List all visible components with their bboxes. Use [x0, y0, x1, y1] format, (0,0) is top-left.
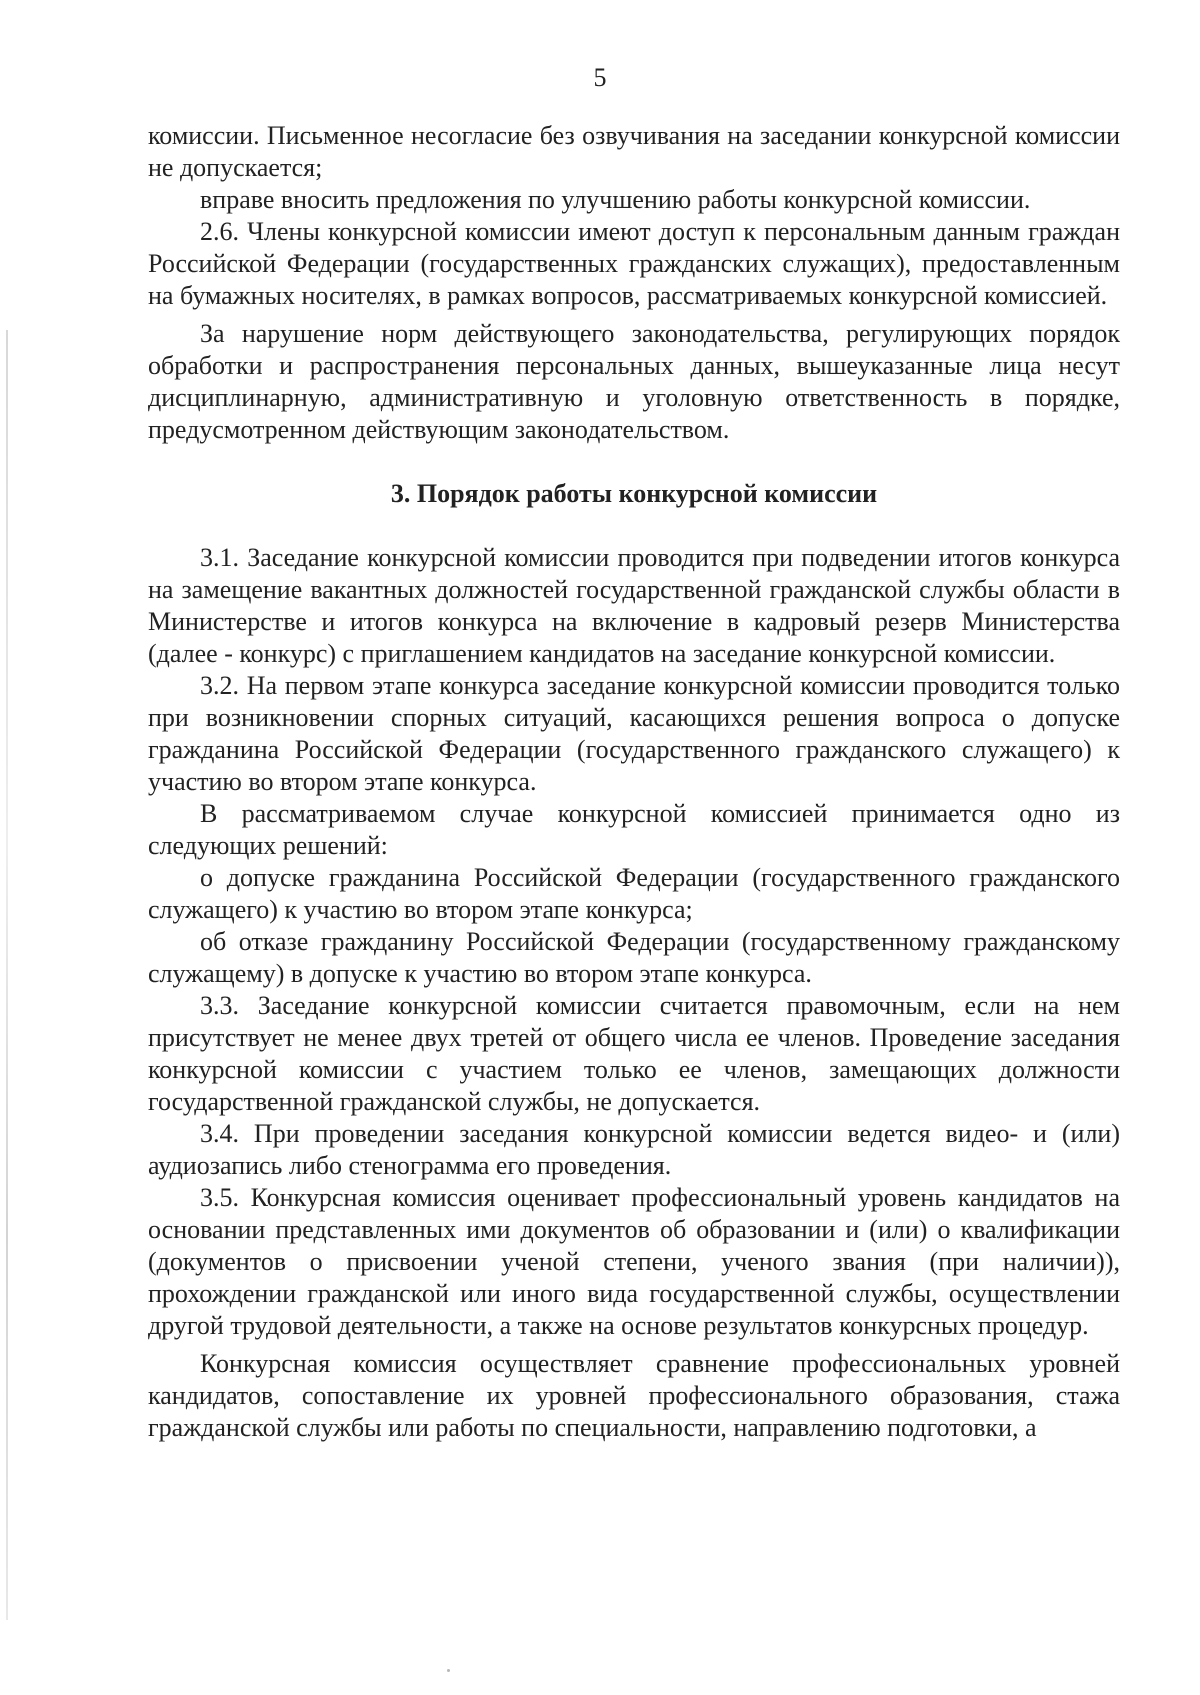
paragraph-decision-refuse: об отказе гражданину Российской Федерации (государственному гражданскому служащему) в допуске к участию во втором этапе конкурса. [148, 927, 1120, 988]
scan-speck [447, 1669, 450, 1672]
paragraph-3-1: 3.1. Заседание конкурсной комиссии проводится при подведении итогов конкурса на замещение вакантных должностей государственной гражданской службы области в Министерстве и итогов конкурса на включение в кадровый резерв Министерства (далее - конкурс) с приглашением кандидатов на заседание конкурсной комиссии. [148, 543, 1120, 668]
paragraph-3-4: 3.4. При проведении заседания конкурсной комиссии ведется видео- и (или) аудиозапись либо стенограмма его проведения. [148, 1119, 1120, 1180]
page-number: 5 [593, 63, 607, 92]
paragraph-comparison: Конкурсная комиссия осуществляет сравнение профессиональных уровней кандидатов, сопоставление их уровней профессионального образования, стажа гражданской службы или работы по специальности, направлению подготовки, а [148, 1349, 1120, 1442]
paragraph-decision-admit: о допуске гражданина Российской Федерации (государственного гражданского служащего) к участию во втором этапе конкурса; [148, 863, 1120, 924]
paragraph-liability: За нарушение норм действующего законодательства, регулирующих порядок обработки и распространения персональных данных, вышеуказанные лица несут дисциплинарную, административную и уголовную ответственность в порядке, предусмотренном действующим законодательством. [148, 319, 1120, 444]
paragraph-2-6: 2.6. Члены конкурсной комиссии имеют доступ к персональным данным граждан Российской Федерации (государственных гражданских служащих), предоставленным на бумажных носителях, в рамках вопросов, рассматриваемых конкурсной комиссией. [148, 217, 1120, 310]
paragraph-3-2: 3.2. На первом этапе конкурса заседание конкурсной комиссии проводится только при возникновении спорных ситуаций, касающихся решения вопроса о допуске гражданина Российской Федерации (государственного гражданского служащего) к участию во втором этапе конкурса. [148, 671, 1120, 796]
paragraph-continuation: комиссии. Письменное несогласие без озвучивания на заседании конкурсной комиссии не допускается; [148, 121, 1120, 182]
paragraph-3-3: 3.3. Заседание конкурсной комиссии считается правомочным, если на нем присутствует не менее двух третей от общего числа ее членов. Проведение заседания конкурсной комиссии с участием только ее членов, замещающих должности государственной гражданской службы, не допускается. [148, 991, 1120, 1116]
document-body [148, 120, 1120, 1444]
paragraph-3-5: 3.5. Конкурсная комиссия оценивает профессиональный уровень кандидатов на основании представленных ими документов об образовании и (или) о квалификации (документов о присвоении ученой степени, ученого звания (при наличии)), прохождении гражданской или иного вида государственной службы, осуществлении другой трудовой деятельности, а также на основе результатов конкурсных процедур. [148, 1183, 1120, 1340]
paragraph-decisions-intro: В рассматриваемом случае конкурсной комиссией принимается одно из следующих решений: [148, 799, 1120, 860]
section-heading: 3. Порядок работы конкурсной комиссии [390, 479, 878, 508]
scan-edge-shadow [6, 330, 8, 1620]
paragraph-proposals: вправе вносить предложения по улучшению работы конкурсной комиссии. [200, 185, 1031, 214]
